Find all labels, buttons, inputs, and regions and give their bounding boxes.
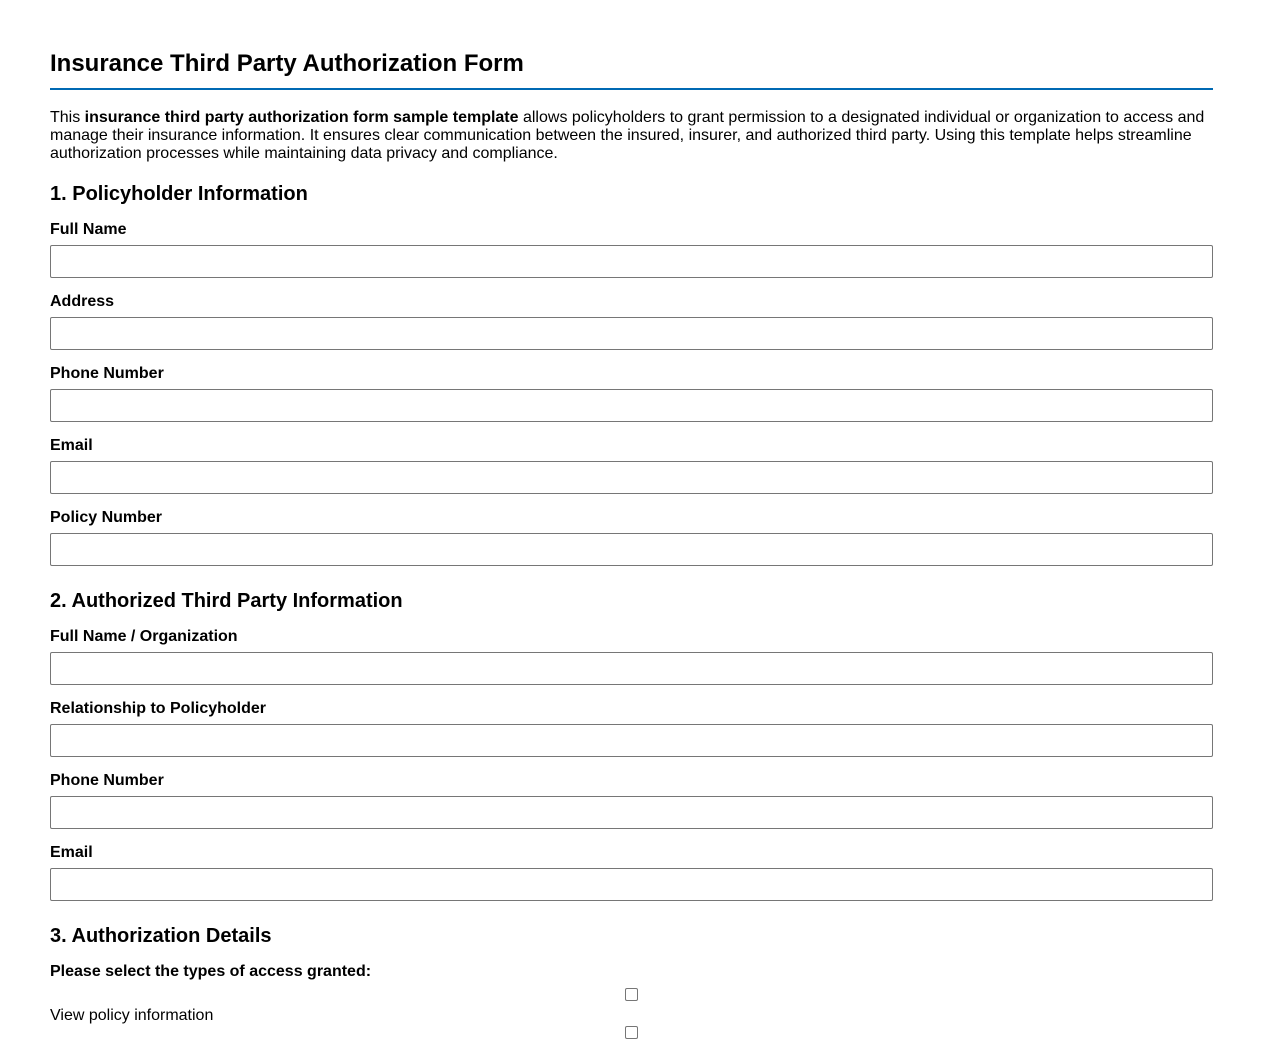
policyholder-email-input[interactable] — [50, 461, 1213, 494]
checkbox-wrap — [50, 1025, 1213, 1041]
third-party-name-input[interactable] — [50, 652, 1213, 685]
field-policy-number — [50, 509, 1213, 566]
page-title: Insurance Third Party Authorization Form — [50, 0, 1213, 90]
field-third-party-email — [50, 844, 1213, 901]
section-heading: 2. Authorized Third Party Information — [50, 590, 403, 612]
field-policyholder-email — [50, 437, 1213, 494]
section-policyholder-information — [50, 182, 1213, 566]
section-authorization-details — [50, 924, 1213, 1041]
intro-prefix: This — [50, 109, 85, 126]
intro-bold-phrase: insurance third party authorization form sample template — [84, 109, 519, 126]
field-label: Phone Number — [50, 772, 164, 789]
field-label: Relationship to Policyholder — [50, 700, 267, 717]
third-party-phone-input[interactable] — [50, 796, 1213, 829]
view-policy-checkbox[interactable] — [625, 988, 638, 1001]
field-label: Address — [50, 293, 115, 310]
section-third-party-information — [50, 589, 1213, 901]
intro-paragraph — [50, 109, 1213, 163]
field-third-party-phone — [50, 772, 1213, 829]
checkbox-wrap — [50, 987, 1213, 1003]
field-policyholder-full-name — [50, 221, 1213, 278]
access-option-2 — [50, 1025, 1213, 1041]
access-prompt: Please select the types of access granted: — [50, 963, 372, 980]
field-label: Policy Number — [50, 509, 163, 526]
access-option-view-policy — [50, 987, 1213, 1025]
access-option-2-checkbox[interactable] — [625, 1026, 638, 1039]
field-label: Email — [50, 844, 93, 861]
third-party-email-input[interactable] — [50, 868, 1213, 901]
section-heading: 1. Policyholder Information — [50, 183, 308, 205]
field-label: Email — [50, 437, 93, 454]
field-label: Full Name — [50, 221, 127, 238]
field-label: Phone Number — [50, 365, 164, 382]
field-relationship — [50, 700, 1213, 757]
policyholder-address-input[interactable] — [50, 317, 1213, 350]
field-policyholder-phone — [50, 365, 1213, 422]
policy-number-input[interactable] — [50, 533, 1213, 566]
access-option-label: View policy information — [50, 1007, 214, 1024]
field-label: Full Name / Organization — [50, 628, 238, 645]
policyholder-phone-input[interactable] — [50, 389, 1213, 422]
access-options-list — [50, 987, 1213, 1041]
policyholder-full-name-input[interactable] — [50, 245, 1213, 278]
intro-suffix: allows policyholders to grant permission to a designated individual or organization to access and manage their insurance information. It ensures clear communication between the insured, insurer, and authorized third party. Using this template helps streamline authorization processes while maintaining data privacy and compliance. — [50, 109, 1205, 162]
relationship-input[interactable] — [50, 724, 1213, 757]
field-policyholder-address — [50, 293, 1213, 350]
section-heading: 3. Authorization Details — [50, 925, 272, 947]
field-third-party-name — [50, 628, 1213, 685]
